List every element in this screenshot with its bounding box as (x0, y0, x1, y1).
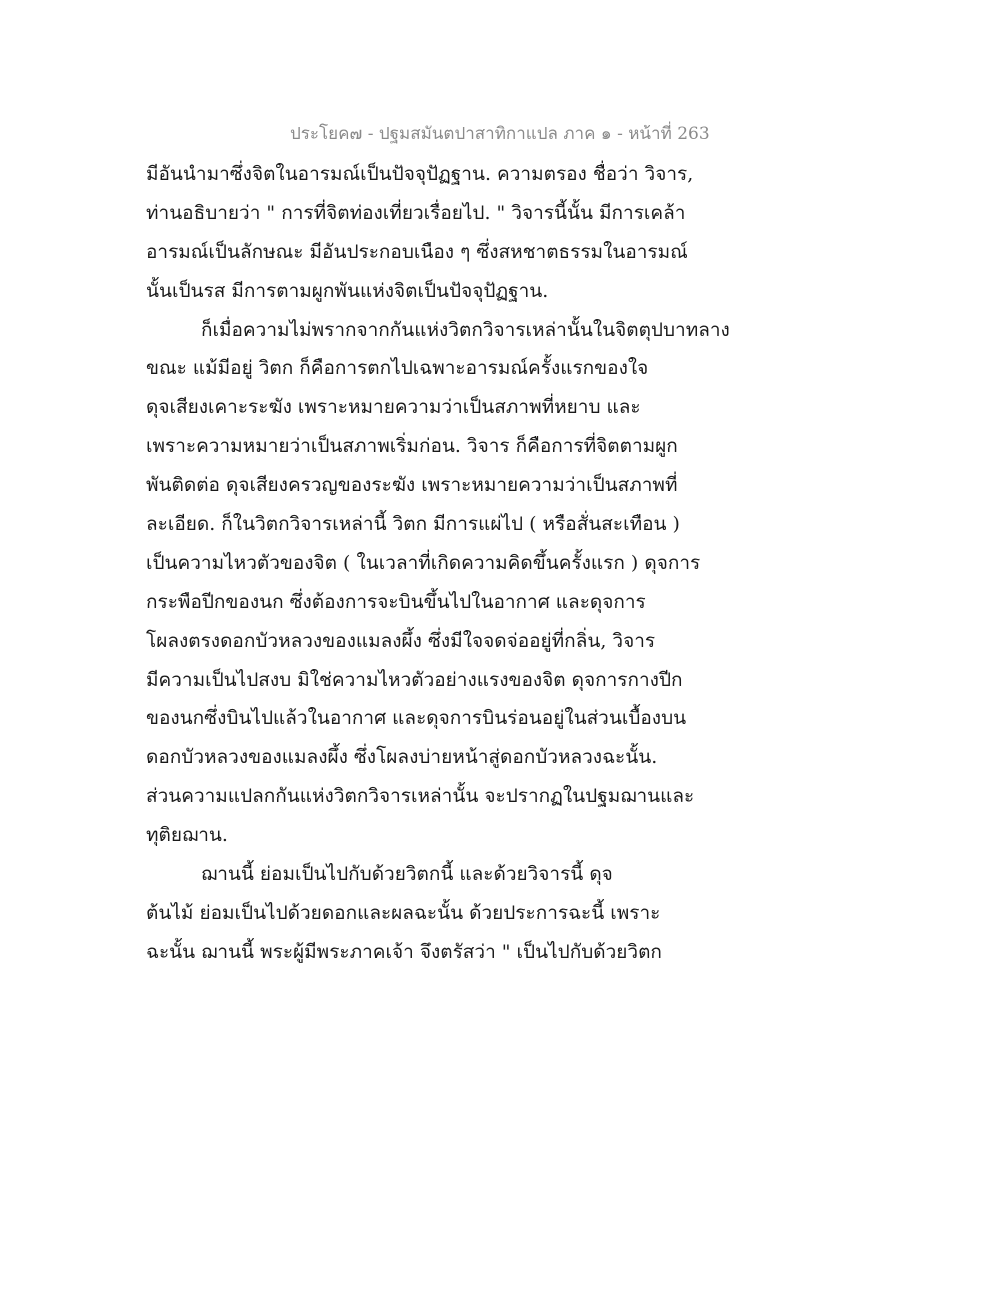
text-line: ของนกซึ่งบินไปแล้วในอากาศ และดุจการบินร่อนอยู่ในส่วนเบื้องบน (146, 707, 687, 730)
paragraph-first-line: ฌานนี้ ย่อมเป็นไปกับด้วยวิตกนี้ และด้วยวิจารนี้ ดุจ (201, 863, 613, 886)
text-line: นั้นเป็นรส มีการตามผูกพันแห่งจิตเป็นปัจจุปัฏฐาน. (146, 279, 549, 302)
text-line: พันติดต่อ ดุจเสียงครวญของระฆัง เพราะหมายความว่าเป็นสภาพที่ (146, 474, 678, 497)
body-text (146, 155, 746, 972)
text-line: ฉะนั้น ฌานนี้ พระผู้มีพระภาคเจ้า จึงตรัสว่า " เป็นไปกับด้วยวิตก (146, 940, 662, 963)
text-line: กระพือปีกของนก ซึ่งต้องการจะบินขึ้นไปในอากาศ และดุจการ (146, 590, 646, 613)
text-line: มีความเป็นไปสงบ มิใช่ความไหวตัวอย่างแรงของจิต ดุจการกางปีก (146, 668, 683, 691)
text-line: ทุติยฌาน. (146, 824, 228, 847)
text-line: เป็นความไหวตัวของจิต ( ในเวลาที่เกิดความคิดขึ้นครั้งแรก ) ดุจการ (146, 551, 701, 574)
text-line: ดอกบัวหลวงของแมลงผึ้ง ซึ่งโผลงบ่ายหน้าสู่ดอกบัวหลวงฉะนั้น. (146, 746, 658, 769)
text-line: ท่านอธิบายว่า " การที่จิตท่องเที่ยวเรื่อยไป. " วิจารนี้นั้น มีการเคล้า (146, 201, 686, 224)
text-line: ต้นไม้ ย่อมเป็นไปด้วยดอกและผลฉะนั้น ด้วยประการฉะนี้ เพราะ (146, 901, 661, 924)
text-line: ส่วนความแปลกกันแห่งวิตกวิจารเหล่านั้น จะปรากฏในปฐมฌานและ (146, 785, 695, 808)
text-line: มีอันนำมาซึ่งจิตในอารมณ์เป็นปัจจุปัฏฐาน. ความตรอง ชื่อว่า วิจาร, (146, 163, 694, 185)
running-header: ประโยค๗ - ปฐมสมันตปาสาทิกาแปล ภาค ๑ - หน้าที่ 263 (290, 124, 710, 144)
text-line: อารมณ์เป็นลักษณะ มีอันประกอบเนือง ๆ ซึ่งสหชาตธรรมในอารมณ์ (146, 240, 688, 263)
text-line: เพราะความหมายว่าเป็นสภาพเริ่มก่อน. วิจาร ก็คือการที่จิตตามผูก (146, 435, 678, 458)
text-line: ละเอียด. ก็ในวิตกวิจารเหล่านี้ วิตก มีการแผ่ไป ( หรือสั่นสะเทือน ) (146, 513, 680, 536)
paragraph-first-line: ก็เมื่อความไม่พรากจากกันแห่งวิตกวิจารเหล่านั้นในจิตตุปบาทลาง (201, 318, 730, 341)
text-line: โผลงตรงดอกบัวหลวงของแมลงผึ้ง ซึ่งมีใจจดจ่ออยู่ที่กลิ่น, วิจาร (146, 629, 656, 652)
text-line: ดุจเสียงเคาะระฆัง เพราะหมายความว่าเป็นสภาพที่หยาบ และ (146, 396, 641, 419)
text-line: ขณะ แม้มีอยู่ วิตก ก็คือการตกไปเฉพาะอารมณ์ครั้งแรกของใจ (146, 357, 649, 380)
